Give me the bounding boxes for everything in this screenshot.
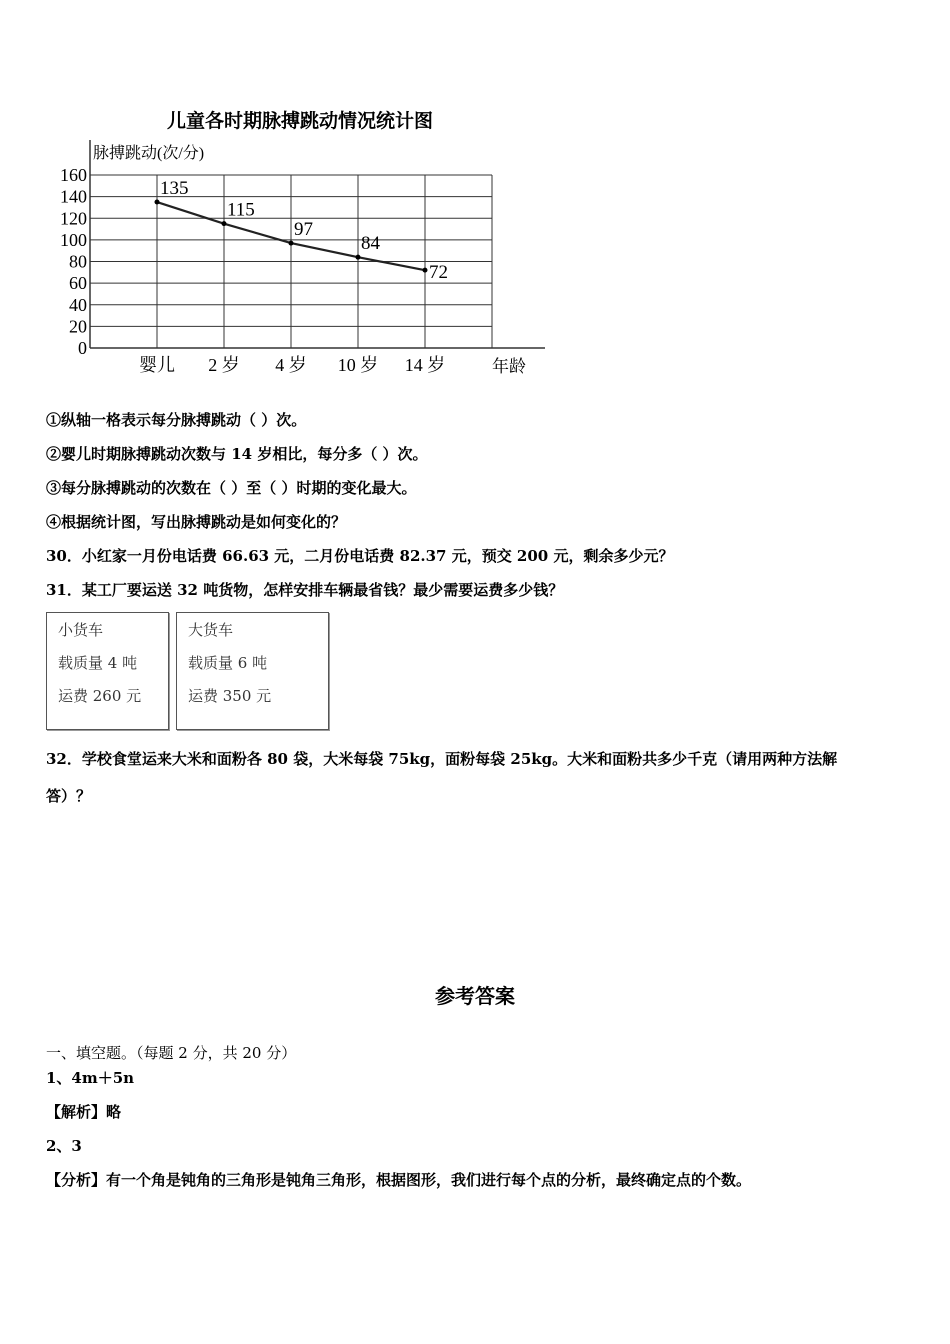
data-point <box>222 221 227 226</box>
y-tick-label: 160 <box>60 165 87 185</box>
data-point <box>356 255 361 260</box>
truck-name: 小货车 <box>58 621 104 639</box>
y-tick-label: 0 <box>78 338 87 358</box>
x-tick-label: 2 岁 <box>208 355 240 375</box>
question-31: 31．某工厂要运送 32 吨货物，怎样安排车辆最省钱？最少需要运费多少钱？ <box>46 581 564 599</box>
data-point <box>289 241 294 246</box>
truck-fee: 运费 350 元 <box>188 687 272 705</box>
y-tick-label: 40 <box>69 294 87 315</box>
data-label: 115 <box>227 199 255 221</box>
question-4: ④根据统计图，写出脉搏跳动是如何变化的？ <box>46 513 347 531</box>
answer-2-note: 【分析】有一个角是钝角的三角形是钝角三角形，根据图形，我们进行每个点的分析，最终确定点的个数。 <box>46 1171 752 1189</box>
large-truck-card <box>176 612 329 730</box>
chart-title: 儿童各时期脉搏跳动情况统计图 <box>166 111 434 132</box>
question-2: ②婴儿时期脉搏跳动次数与 14 岁相比，每分多（ ）次。 <box>46 445 428 463</box>
x-tick-label: 4 岁 <box>275 355 307 375</box>
answer-1: 1、4m＋5n <box>46 1069 135 1087</box>
question-32-cont: 答）？ <box>46 787 92 805</box>
data-label: 135 <box>160 178 189 200</box>
truck-name: 大货车 <box>188 621 234 639</box>
answers-heading: 参考答案 <box>435 984 515 1008</box>
pulse-line-chart <box>40 100 560 390</box>
y-axis-label: 脉搏跳动(次/分) <box>93 145 205 162</box>
question-32: 32．学校食堂运来大米和面粉各 80 袋，大米每袋 75kg，面粉每袋 25kg。大米和面粉共多少千克（请用两种方法解 <box>46 750 838 768</box>
truck-capacity: 载质量 4 吨 <box>58 654 138 672</box>
question-30: 30．小红家一月份电话费 66.63 元，二月份电话费 82.37 元，预交 200 元，剩余多少元？ <box>46 547 674 565</box>
x-tick-label: 14 岁 <box>404 355 446 375</box>
data-label: 72 <box>429 262 448 284</box>
answers-section: 一、填空题。（每题 2 分，共 20 分） <box>46 1044 297 1062</box>
answer-1-note: 【解析】略 <box>46 1103 122 1121</box>
truck-fee: 运费 260 元 <box>58 687 142 705</box>
y-tick-label: 60 <box>69 273 87 294</box>
y-tick-label: 20 <box>69 316 87 337</box>
y-tick-label: 80 <box>69 251 87 272</box>
question-3: ③每分脉搏跳动的次数在（ ）至（ ）时期的变化最大。 <box>46 479 417 497</box>
data-point <box>155 200 160 205</box>
x-axis-label: 年龄 <box>492 357 526 376</box>
question-1: ①纵轴一格表示每分脉搏跳动（ ）次。 <box>46 411 307 429</box>
x-tick-label: 婴儿 <box>139 355 175 375</box>
x-tick-label: 10 岁 <box>337 355 379 375</box>
data-label: 84 <box>361 233 380 255</box>
y-tick-label: 140 <box>60 186 87 207</box>
data-point <box>423 268 428 273</box>
small-truck-card <box>46 612 169 730</box>
answer-2: 2、3 <box>46 1137 82 1155</box>
data-label: 97 <box>294 219 313 241</box>
y-tick-label: 100 <box>60 229 87 250</box>
y-tick-label: 120 <box>60 208 87 229</box>
truck-capacity: 载质量 6 吨 <box>188 654 268 672</box>
